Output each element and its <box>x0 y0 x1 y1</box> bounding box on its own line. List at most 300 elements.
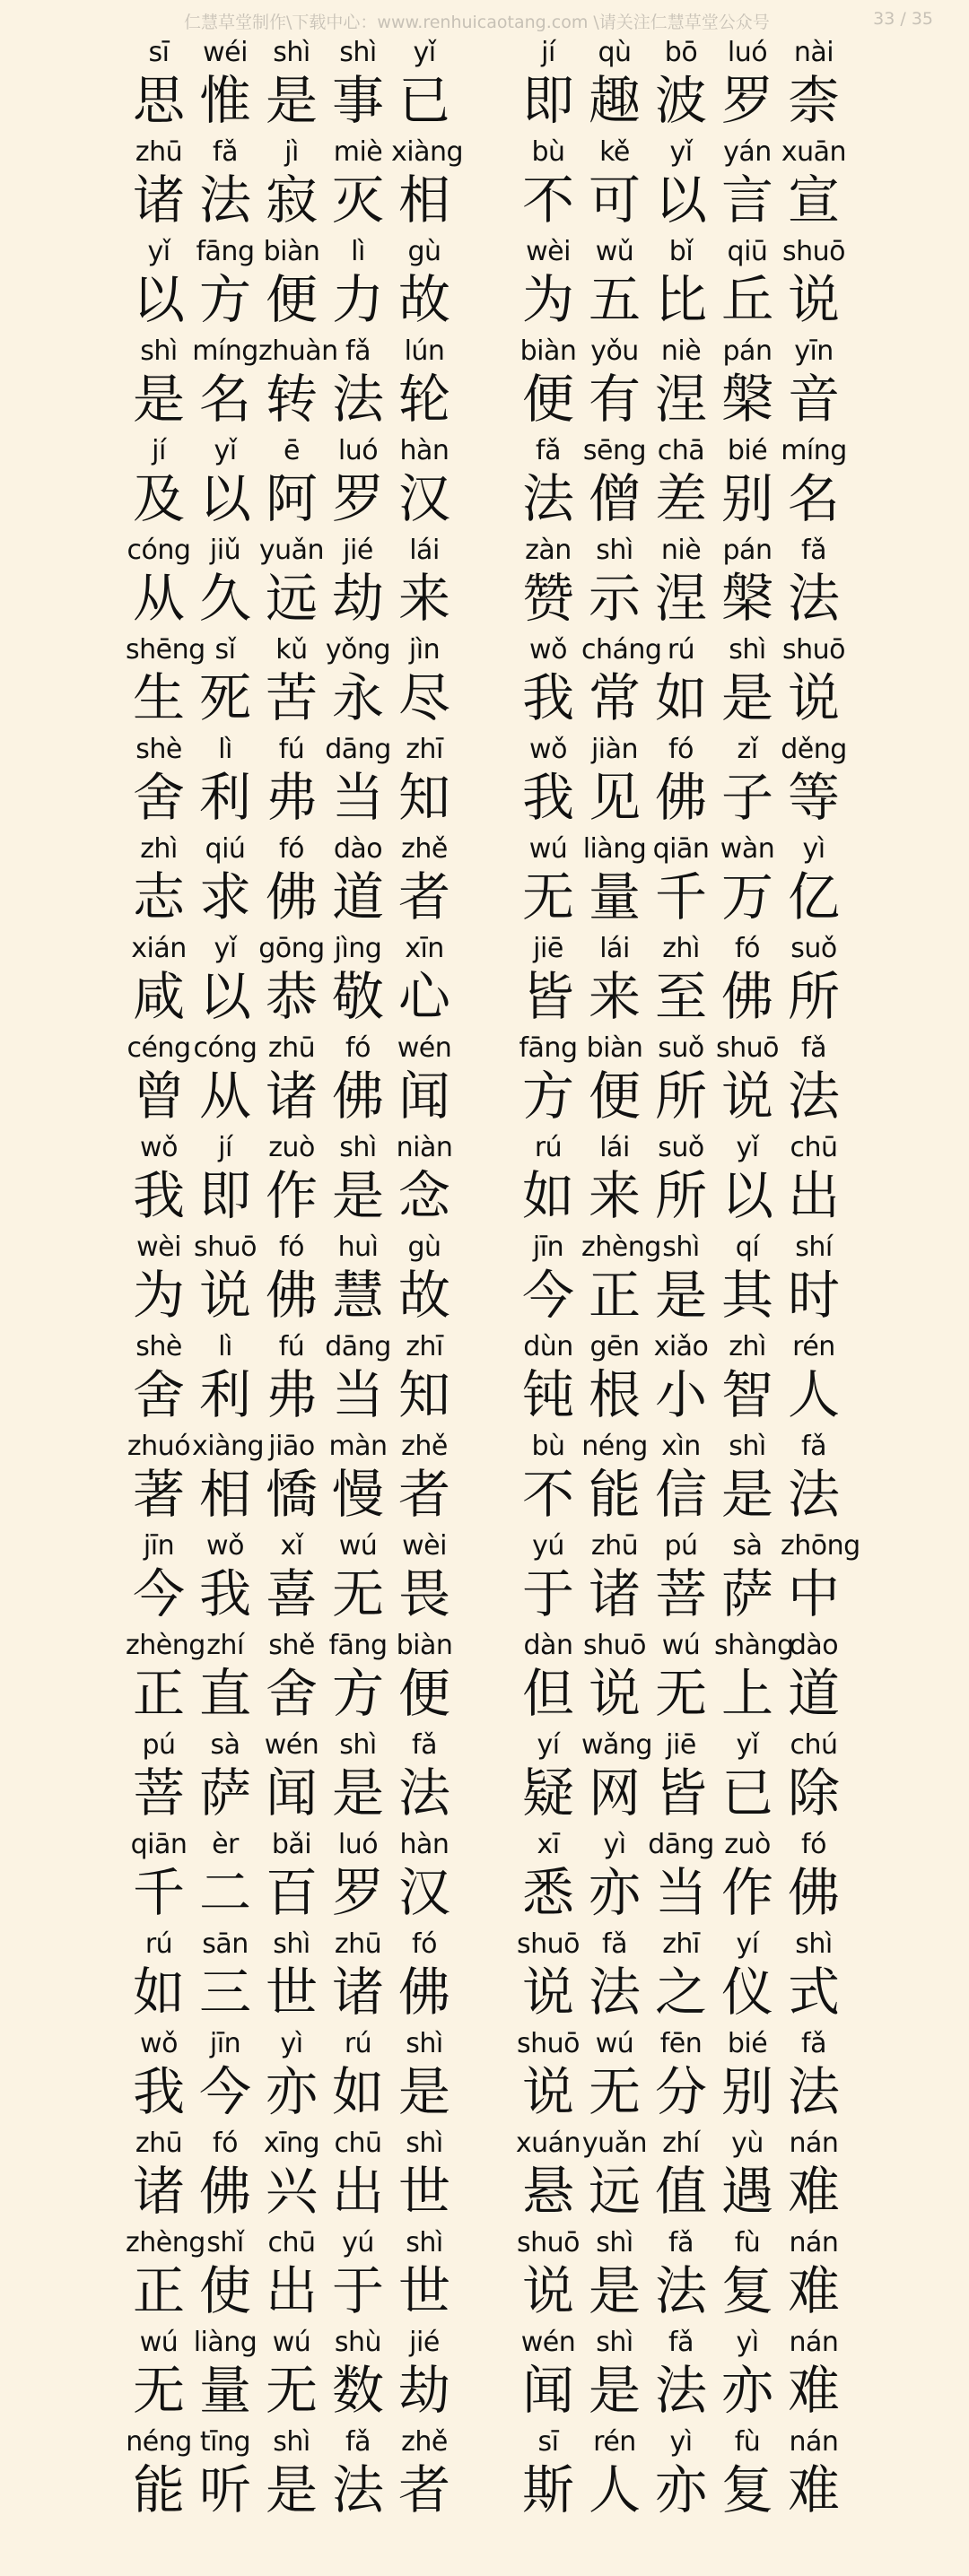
pinyin: sī <box>148 37 170 68</box>
hanzi: 亦 <box>588 1862 641 1923</box>
character-cell <box>648 933 714 1031</box>
character-cell <box>391 634 458 732</box>
character-cell <box>781 537 847 632</box>
hanzi: 等 <box>787 767 840 828</box>
verse-line-left <box>126 1729 458 1827</box>
character-cell <box>781 136 847 234</box>
pinyin: suǒ <box>658 1132 704 1163</box>
character-cell <box>325 2426 391 2524</box>
pinyin: jì <box>284 136 299 168</box>
hanzi: 来 <box>397 568 450 629</box>
pinyin: yì <box>669 2426 693 2458</box>
character-cell <box>325 1433 391 1528</box>
verse-line-right <box>515 236 847 334</box>
hanzi: 皆 <box>521 966 574 1027</box>
hanzi: 五 <box>588 269 641 330</box>
character-cell <box>648 39 714 135</box>
hanzi: 说 <box>787 667 840 728</box>
hanzi: 舍 <box>265 1663 318 1724</box>
pinyin: fǎ <box>602 1928 627 1960</box>
pinyin: niè <box>660 335 702 367</box>
verse-line-left <box>126 2130 458 2225</box>
pinyin: kǔ <box>275 634 308 666</box>
pinyin: zhū <box>590 1530 639 1562</box>
hanzi: 久 <box>198 568 251 629</box>
character-cell <box>648 435 714 533</box>
hanzi: 诸 <box>265 1066 318 1127</box>
character-cell <box>325 1729 391 1827</box>
hanzi: 世 <box>265 1962 318 2023</box>
character-cell <box>781 435 847 533</box>
pinyin: cóng <box>127 535 191 566</box>
pinyin: èr <box>212 1829 239 1860</box>
pinyin: fǎ <box>801 2028 826 2059</box>
verse-line-right <box>515 1530 860 1628</box>
hanzi: 菩 <box>132 1762 185 1823</box>
verse-row <box>0 1433 969 1533</box>
pinyin: fǎ <box>668 2327 694 2358</box>
verse-line-left <box>126 1331 458 1429</box>
hanzi: 难 <box>787 2161 840 2222</box>
character-cell <box>714 2227 781 2325</box>
hanzi: 趣 <box>588 70 641 131</box>
verse-line-left <box>126 1231 458 1329</box>
hanzi: 著 <box>132 1464 185 1525</box>
character-cell <box>192 335 258 433</box>
hanzi: 无 <box>265 2360 318 2421</box>
pinyin: lún <box>404 335 445 367</box>
hanzi: 赞 <box>521 568 574 629</box>
verse-line-right <box>515 1729 847 1827</box>
pinyin: děng <box>781 734 847 765</box>
pinyin: míng <box>192 335 258 367</box>
character-cell <box>714 736 781 831</box>
pinyin: yǐ <box>214 435 237 466</box>
hanzi: 听 <box>198 2459 251 2520</box>
character-cell <box>325 2227 391 2325</box>
pinyin: wèi <box>526 236 571 267</box>
pinyin: nán <box>789 2327 839 2358</box>
hanzi: 者 <box>397 1464 450 1525</box>
hanzi: 兴 <box>265 2161 318 2222</box>
verse-line-left <box>126 833 458 931</box>
hanzi: 量 <box>588 866 641 927</box>
character-cell <box>781 833 847 931</box>
pinyin: nán <box>789 2426 839 2458</box>
character-cell <box>648 2329 714 2424</box>
pinyin: zhī <box>406 1331 443 1362</box>
character-cell <box>648 634 714 732</box>
pinyin: yí <box>736 1928 759 1960</box>
hanzi: 诸 <box>588 1563 641 1624</box>
character-cell <box>391 1433 458 1528</box>
character-cell <box>581 1433 648 1528</box>
hanzi: 比 <box>654 269 707 330</box>
pinyin: chū <box>334 2128 382 2159</box>
hanzi: 从 <box>132 568 185 629</box>
character-cell <box>325 236 391 334</box>
character-cell <box>325 39 391 135</box>
pinyin: míng <box>781 435 847 466</box>
pinyin: shì <box>795 1928 833 1960</box>
hanzi: 汉 <box>397 468 450 529</box>
character-cell <box>714 1928 781 2026</box>
character-cell <box>581 537 648 632</box>
hanzi: 中 <box>787 1563 840 1624</box>
pinyin: xiàng <box>192 1431 265 1462</box>
pinyin: niàn <box>396 1132 453 1163</box>
hanzi: 远 <box>588 2161 641 2222</box>
hanzi: 便 <box>397 1663 450 1724</box>
character-cell <box>258 1530 325 1628</box>
hanzi: 求 <box>198 866 251 927</box>
hanzi: 作 <box>720 1862 773 1923</box>
character-cell <box>192 1331 258 1429</box>
pinyin: wén <box>520 2327 576 2358</box>
hanzi: 佛 <box>331 1066 384 1127</box>
pinyin: wú <box>272 2327 311 2358</box>
character-cell <box>126 1231 192 1329</box>
character-cell <box>648 2028 714 2126</box>
character-cell <box>581 2426 648 2524</box>
character-cell <box>325 2130 391 2225</box>
pinyin: fāng <box>519 1032 578 1064</box>
hanzi: 槃 <box>720 568 773 629</box>
pinyin: yú <box>532 1530 564 1562</box>
pinyin: shuō <box>516 2227 580 2258</box>
pinyin: fǎ <box>412 1729 437 1761</box>
hanzi: 所 <box>654 1165 707 1226</box>
hanzi: 千 <box>132 1862 185 1923</box>
pinyin: pán <box>722 335 773 367</box>
hanzi: 见 <box>588 767 641 828</box>
hanzi: 说 <box>198 1265 251 1326</box>
verse-line-right <box>515 1829 847 1927</box>
hanzi: 我 <box>132 1165 185 1226</box>
character-cell <box>391 2227 458 2325</box>
pinyin: yǐ <box>147 236 170 267</box>
character-cell <box>648 136 714 234</box>
pinyin: fó <box>213 2128 238 2159</box>
character-cell <box>515 236 581 334</box>
character-cell <box>325 1632 391 1727</box>
character-cell <box>714 136 781 234</box>
hanzi: 法 <box>198 170 251 231</box>
character-cell <box>258 736 325 831</box>
character-cell <box>126 1928 192 2026</box>
pinyin: zhū <box>267 1032 316 1064</box>
pinyin: yǐ <box>669 136 693 168</box>
pinyin: cóng <box>193 1032 258 1064</box>
pinyin: shuō <box>516 2028 580 2059</box>
pinyin: suǒ <box>658 1032 704 1064</box>
character-cell <box>515 2329 581 2424</box>
character-cell <box>515 933 581 1031</box>
pinyin: zǐ <box>737 734 758 765</box>
character-cell <box>126 39 192 135</box>
character-cell <box>781 933 847 1031</box>
character-cell <box>581 634 662 732</box>
character-cell <box>192 39 258 135</box>
verse-line-right <box>515 335 847 433</box>
character-cell <box>515 2426 581 2524</box>
hanzi: 佛 <box>654 767 707 828</box>
hanzi: 利 <box>198 767 251 828</box>
pinyin: pú <box>142 1729 176 1761</box>
hanzi: 人 <box>588 2459 641 2520</box>
hanzi: 分 <box>654 2061 707 2122</box>
verse-line-right <box>515 1132 847 1230</box>
hanzi: 以 <box>198 468 251 529</box>
character-cell <box>258 2130 325 2225</box>
hanzi: 阿 <box>265 468 318 529</box>
character-cell <box>581 933 648 1031</box>
hanzi: 法 <box>787 1464 840 1525</box>
pinyin: jí <box>152 435 166 466</box>
verse-row <box>0 1032 969 1135</box>
pinyin: fó <box>279 1231 304 1263</box>
pinyin: zhí <box>662 2128 700 2159</box>
pinyin: chū <box>267 2227 316 2258</box>
pinyin: fó <box>735 933 760 964</box>
source-watermark: 仁慧草堂制作\下载中心：www.renhuicaotang.com \请关注仁慧草堂公众号 <box>184 13 770 32</box>
character-cell <box>714 1630 794 1727</box>
hanzi: 出 <box>331 2161 384 2222</box>
character-cell <box>126 236 192 334</box>
hanzi: 使 <box>198 2260 251 2321</box>
pinyin: fǎ <box>668 2227 694 2258</box>
character-cell <box>714 2028 781 2126</box>
character-cell <box>126 537 192 632</box>
pinyin: dào <box>333 833 383 865</box>
character-cell <box>648 1829 714 1927</box>
hanzi: 说 <box>588 1663 641 1724</box>
pinyin: zhì <box>140 833 178 865</box>
character-cell <box>781 1433 847 1528</box>
hanzi: 苦 <box>265 667 318 728</box>
character-cell <box>781 1132 847 1230</box>
pinyin: gù <box>407 236 441 267</box>
character-cell <box>714 435 781 533</box>
pinyin: shè <box>135 734 182 765</box>
pinyin: biàn <box>586 1032 643 1064</box>
character-cell <box>515 1632 581 1727</box>
hanzi: 法 <box>588 1962 641 2023</box>
pinyin: dàn <box>523 1630 573 1661</box>
hanzi: 不 <box>521 1464 574 1525</box>
pinyin: shù <box>334 2327 382 2358</box>
hanzi: 不 <box>521 170 574 231</box>
pinyin: jiāo <box>268 1431 315 1462</box>
pinyin: sà <box>732 1530 763 1562</box>
hanzi: 名 <box>787 468 840 529</box>
verse-line-left <box>126 1132 458 1230</box>
pinyin: rén <box>593 2426 636 2458</box>
hanzi: 但 <box>521 1663 574 1724</box>
hanzi: 万 <box>720 866 773 927</box>
character-cell <box>581 1530 648 1628</box>
character-cell <box>391 1331 458 1429</box>
character-cell <box>126 1729 192 1827</box>
pinyin: fó <box>412 1928 437 1960</box>
pinyin: qiú <box>205 833 246 865</box>
pinyin: luó <box>337 435 379 466</box>
hanzi: 者 <box>397 2459 450 2520</box>
character-cell <box>126 833 192 931</box>
hanzi: 我 <box>198 1563 251 1624</box>
hanzi: 我 <box>132 2061 185 2122</box>
pinyin: sī <box>537 2426 559 2458</box>
pinyin: nán <box>789 2227 839 2258</box>
character-cell <box>325 1530 391 1628</box>
character-cell <box>714 2130 781 2225</box>
character-cell <box>515 634 581 732</box>
pinyin: fù <box>734 2426 761 2458</box>
pinyin: shì <box>406 2128 443 2159</box>
hanzi: 三 <box>198 1962 251 2023</box>
pinyin: yǒng <box>325 634 391 666</box>
pinyin: fāng <box>328 1630 388 1661</box>
hanzi: 慧 <box>331 1265 384 1326</box>
character-cell <box>391 2426 458 2524</box>
pinyin: bù <box>531 1431 565 1462</box>
hanzi: 相 <box>198 1464 251 1525</box>
character-cell <box>781 1231 847 1329</box>
hanzi: 便 <box>588 1066 641 1127</box>
hanzi: 喜 <box>265 1563 318 1624</box>
hanzi: 是 <box>132 369 185 430</box>
hanzi: 差 <box>654 468 707 529</box>
pinyin: jiē <box>666 1729 696 1761</box>
hanzi: 难 <box>787 2260 840 2321</box>
pinyin: wén <box>397 1032 452 1064</box>
character-cell <box>391 736 458 831</box>
verse-row <box>0 1829 969 1931</box>
character-cell <box>192 1729 258 1827</box>
character-cell <box>781 1829 847 1927</box>
hanzi: 是 <box>654 1265 707 1326</box>
hanzi: 佛 <box>787 1862 840 1923</box>
pinyin: zhì <box>662 933 700 964</box>
character-cell <box>126 136 192 234</box>
pinyin: wàn <box>720 833 775 865</box>
hanzi: 是 <box>265 2459 318 2520</box>
hanzi: 利 <box>198 1364 251 1425</box>
pinyin: wèi <box>402 1530 447 1562</box>
hanzi: 咸 <box>132 966 185 1027</box>
pinyin: zhū <box>334 1928 382 1960</box>
character-cell <box>126 2426 192 2524</box>
pinyin: cháng <box>581 634 662 666</box>
pinyin: céng <box>127 1032 191 1064</box>
character-cell <box>648 833 714 931</box>
pinyin: shì <box>729 634 766 666</box>
character-cell <box>391 1530 458 1628</box>
pinyin: ē <box>284 435 300 466</box>
pinyin: kě <box>599 136 630 168</box>
character-cell <box>126 1331 192 1429</box>
verse-row <box>0 1331 969 1433</box>
character-cell <box>325 2329 391 2424</box>
character-cell <box>648 335 714 433</box>
pinyin: wǎng <box>581 1729 652 1761</box>
pinyin: yuǎn <box>581 2128 648 2159</box>
pinyin: rén <box>792 1331 835 1362</box>
hanzi: 法 <box>331 369 384 430</box>
pinyin: fāng <box>196 236 255 267</box>
hanzi: 今 <box>132 1563 185 1624</box>
character-cell <box>515 833 581 931</box>
hanzi: 佛 <box>397 1962 450 2023</box>
character-cell <box>391 2028 458 2126</box>
character-cell <box>325 1829 391 1927</box>
pinyin: fǎ <box>801 1032 826 1064</box>
hanzi: 是 <box>588 2260 641 2321</box>
pinyin: zhōng <box>781 1530 860 1562</box>
verse-line-right <box>515 1632 847 1727</box>
verse-row <box>0 2329 969 2429</box>
character-cell <box>515 2028 581 2126</box>
pinyin: bù <box>531 136 565 168</box>
character-cell <box>192 634 258 732</box>
hanzi: 直 <box>198 1663 251 1724</box>
hanzi: 斯 <box>521 2459 574 2520</box>
pinyin: chā <box>657 435 705 466</box>
character-cell <box>515 537 581 632</box>
character-cell <box>714 1032 781 1130</box>
pinyin: fǎ <box>213 136 238 168</box>
character-cell <box>325 634 391 732</box>
hanzi: 是 <box>397 2061 450 2122</box>
pinyin: zhī <box>406 734 443 765</box>
hanzi: 死 <box>198 667 251 728</box>
verse-row <box>0 2227 969 2329</box>
hanzi: 小 <box>654 1364 707 1425</box>
hanzi: 正 <box>132 1663 185 1724</box>
hanzi: 即 <box>521 70 574 131</box>
character-cell <box>258 634 325 732</box>
hanzi: 示 <box>588 568 641 629</box>
character-cell <box>648 2426 714 2524</box>
hanzi: 法 <box>787 568 840 629</box>
pinyin: luó <box>337 1829 379 1860</box>
character-cell <box>648 1632 714 1727</box>
hanzi: 法 <box>787 1066 840 1127</box>
character-cell <box>126 1433 192 1528</box>
character-cell <box>126 1630 205 1727</box>
hanzi: 轮 <box>397 369 450 430</box>
character-cell <box>648 1433 714 1528</box>
character-cell <box>126 2227 205 2325</box>
hanzi: 值 <box>654 2161 707 2222</box>
verse-line-right <box>515 435 847 533</box>
pinyin: shì <box>596 535 633 566</box>
hanzi: 舍 <box>132 767 185 828</box>
hanzi: 相 <box>397 170 450 231</box>
pinyin: lì <box>218 1331 232 1362</box>
pinyin: wú <box>595 2028 634 2059</box>
pinyin: fǎ <box>536 435 561 466</box>
pinyin: fù <box>734 2227 761 2258</box>
character-cell <box>714 634 781 732</box>
character-cell <box>714 833 781 931</box>
pinyin: suǒ <box>790 933 837 964</box>
character-cell <box>581 236 648 334</box>
hanzi: 道 <box>787 1663 840 1724</box>
hanzi: 已 <box>720 1762 773 1823</box>
pinyin: xìn <box>661 1431 701 1462</box>
pinyin: wú <box>661 1630 701 1661</box>
